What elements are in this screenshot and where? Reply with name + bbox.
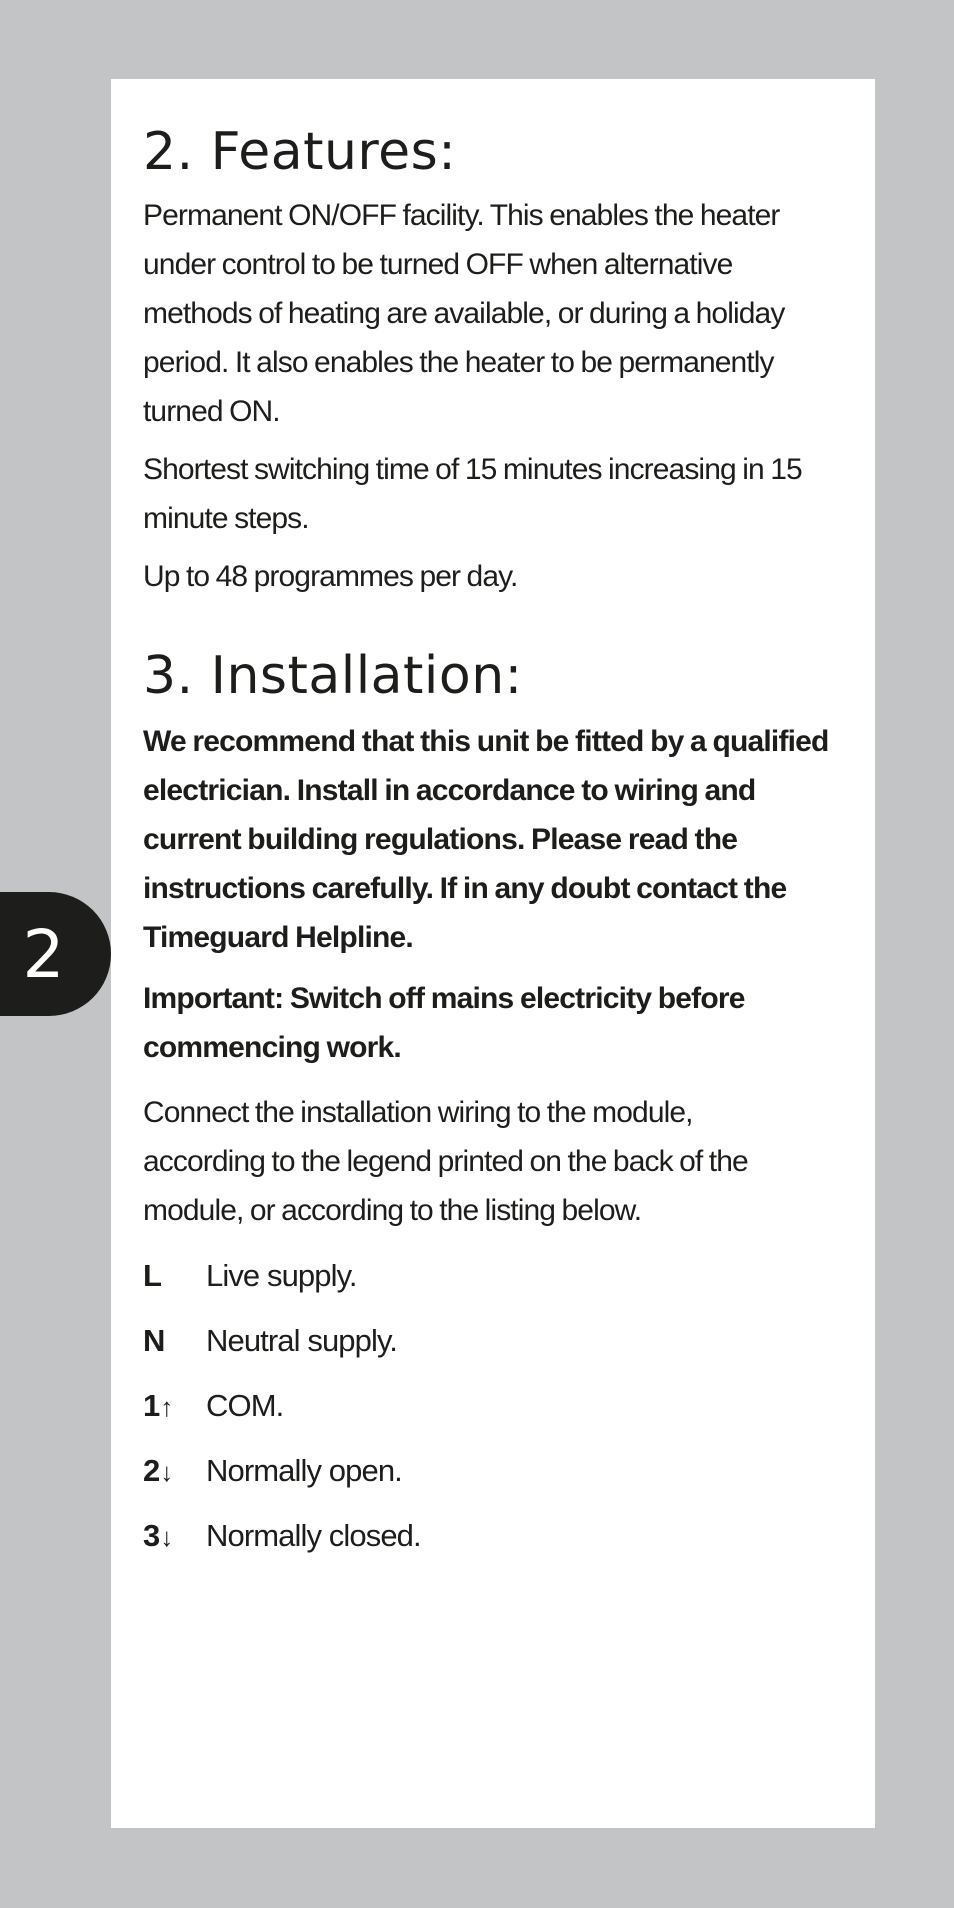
- features-paragraph-onoff: Permanent ON/OFF facility. This enables the heater under control to be turned OFF when alternative methods of heating are available, or during a holiday period. It also enables the heater to be permanently turned ON.: [143, 199, 785, 428]
- arrow-down-icon: ↓: [160, 1522, 174, 1552]
- document-page: [111, 79, 875, 1828]
- terminal-row-neutral: [143, 1316, 843, 1381]
- arrow-down-icon: ↓: [160, 1457, 174, 1487]
- terminal-description: COM.: [206, 1388, 284, 1423]
- page-content: [143, 121, 843, 1576]
- installation-connect-text: Connect the installation wiring to the module, according to the legend printed on the back of the module, or according to the listing below.: [143, 1096, 748, 1227]
- terminal-row-normally-closed: [143, 1511, 843, 1576]
- terminal-list: [143, 1251, 843, 1576]
- features-paragraph-programmes: Up to 48 programmes per day.: [143, 560, 518, 593]
- installation-important: Important: Switch off mains electricity before commencing work.: [143, 982, 745, 1064]
- terminal-description: Normally closed.: [206, 1518, 421, 1553]
- terminal-code: L: [143, 1258, 162, 1293]
- arrow-up-icon: ↑: [160, 1392, 174, 1422]
- installation-warning: We recommend that this unit be fitted by a qualified electrician. Install in accordance to wiring and current building regulations. Please read the instructions carefully. If in any doubt contact the Timeguard Helpline.: [143, 725, 829, 954]
- features-heading: 2. Features:: [143, 122, 457, 182]
- terminal-code: 2↓: [143, 1453, 174, 1488]
- terminal-code: N: [143, 1323, 166, 1358]
- terminal-row-com: [143, 1381, 843, 1446]
- terminal-row-live: [143, 1251, 843, 1316]
- terminal-description: Normally open.: [206, 1453, 402, 1488]
- features-paragraph-switching: Shortest switching time of 15 minutes increasing in 15 minute steps.: [143, 453, 802, 535]
- terminal-row-normally-open: [143, 1446, 843, 1511]
- terminal-code: 1↑: [143, 1388, 174, 1423]
- terminal-description: Neutral supply.: [206, 1323, 397, 1358]
- terminal-code: 3↓: [143, 1518, 174, 1553]
- page-number: 2: [22, 915, 65, 993]
- terminal-description: Live supply.: [206, 1258, 357, 1293]
- installation-heading: 3. Installation:: [143, 646, 523, 706]
- page-number-tab: [0, 892, 111, 1016]
